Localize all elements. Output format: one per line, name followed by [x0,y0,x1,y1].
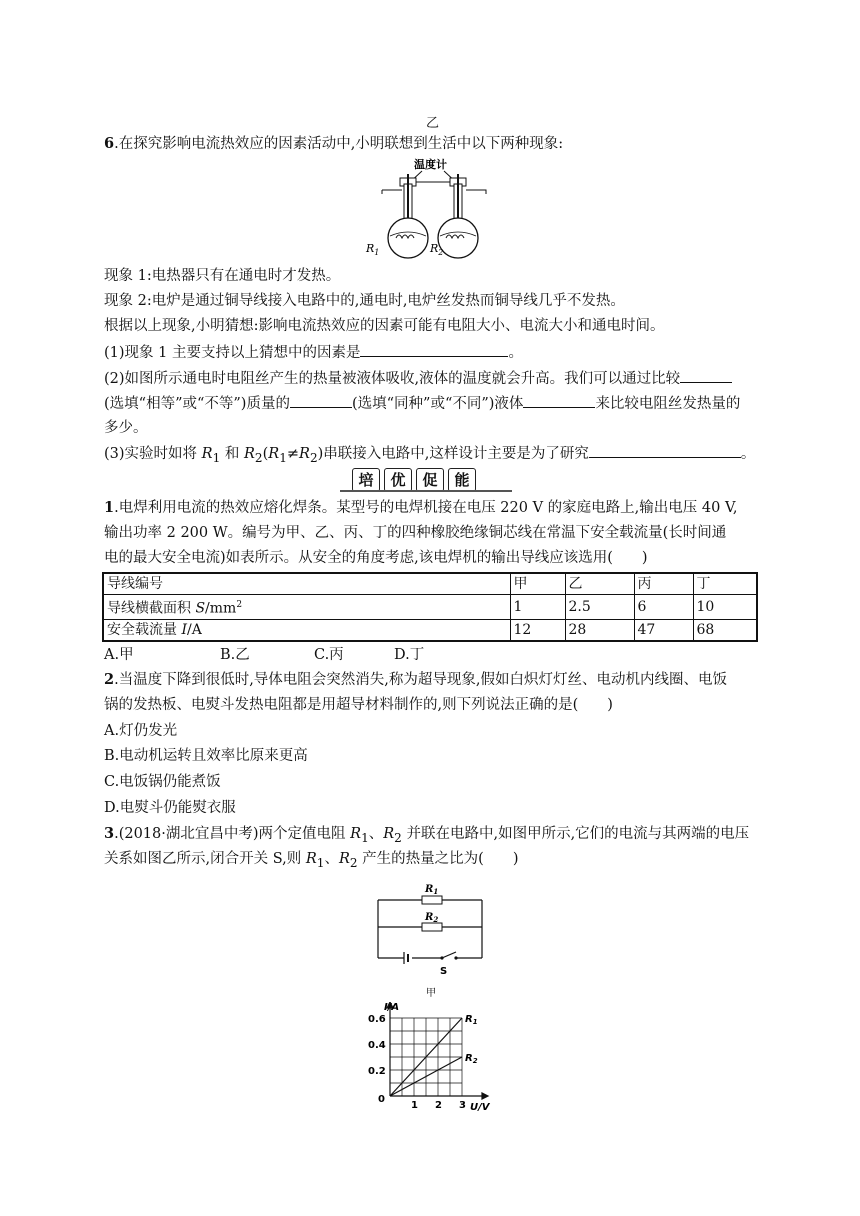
part-1-end: 。 [508,345,523,361]
sup: 2 [236,600,243,610]
banner-char: 优 [384,468,412,492]
question-1-line-1 [104,498,738,518]
r2-label: $R_2$ [430,242,444,257]
phenomenon-1: 现象 1:电热器只有在通电时才发热。 [104,268,341,284]
sub: 2 [254,450,263,465]
table-cell: 丙 [634,573,693,595]
table-cell: 28 [565,619,634,641]
question-text: 并联在电路中,如图甲所示,它们的电流与其两端的电压 [401,826,750,842]
wire-spec-table [102,572,758,642]
part-2-text-a: (选填“相等”或“不等”)质量的 [104,396,290,412]
question-1-line-2: 输出功率 2 200 W。编号为甲、乙、丙、丁的四种橡胶绝缘铜芯线在常温下安全载流量(长时间通 [104,525,727,541]
sub: 1 [212,450,221,465]
hypothesis: 根据以上现象,小明猜想:影响电流热效应的因素可能有电阻大小、电流大小和通电时间。 [104,318,665,334]
iu-graph [360,1002,500,1114]
table-cell: 2.5 [565,595,634,620]
paren: ( [262,446,269,462]
part-3-end: 。 [740,446,756,462]
question-number: 6 [104,135,115,152]
x-axis-label: U/V [470,1102,490,1113]
sub: 2 [394,830,402,845]
option-d[interactable]: D.丁 [394,647,425,663]
part-3-text-b: 和 [220,446,244,462]
table-cell: 12 [510,619,565,641]
question-number: 3 [104,825,115,842]
question-number: 2 [104,671,115,688]
answer-blank-4[interactable] [523,393,595,408]
sep: 、 [324,851,339,867]
part-2-text: (2)如图所示通电时电阻丝产生的热量被液体吸收,液体的温度就会升高。我们可以通过比较 [104,371,681,387]
table-row [103,619,757,641]
circuit-caption: 甲 [426,988,436,999]
row-label: 安全载流量 [107,621,182,638]
figure-caption-yi: 乙 [426,116,440,131]
var-s: S [195,600,206,617]
option-a[interactable]: A.甲 [104,647,134,663]
banner-char: 促 [416,468,444,492]
y-tick-label: 0.2 [368,1066,386,1077]
sub: 2 [349,855,358,870]
unit: /mm [205,600,237,617]
option-c[interactable]: C.电饭锅仍能煮饭 [104,774,221,790]
var-r: R [268,446,280,462]
question-3-line-1 [104,824,749,848]
table-row [103,573,757,595]
question-text: .当温度下降到很低时,导体电阻会突然消失,称为超导现象,假如白炽灯灯丝、电动机内线圈、电饭 [114,672,728,688]
table-cell: 47 [634,619,693,641]
table-cell: 甲 [510,573,565,595]
table-cell [103,619,510,641]
origin-label: 0 [378,1094,385,1105]
parallel-circuit-figure [370,880,490,1000]
table-cell: 导线编号 [103,573,510,595]
x-tick-label: 2 [435,1100,442,1111]
table-cell: 1 [510,595,565,620]
svg-text:R1: $R_1$ [425,884,439,896]
table-cell: 丁 [693,573,757,595]
part-1-text: (1)现象 1 主要支持以上猜想中的因素是 [104,345,361,361]
var-i: I [181,621,187,638]
table-cell: 6 [634,595,693,620]
sub: 1 [279,450,287,465]
row-label: 导线横截面积 [107,600,196,617]
answer-blank-1[interactable] [360,342,508,357]
question-3-line-2 [104,849,519,873]
sub: 2 [309,450,318,465]
table-cell: 10 [693,595,757,620]
resistor-r2 [422,923,442,931]
unit: /A [186,621,202,638]
question-6-part-2-line-1 [104,368,732,389]
var-r: R [383,826,395,842]
banner-char: 能 [448,468,476,492]
var-r: R [305,851,317,867]
var-r: R [299,446,310,462]
table-cell [103,595,510,620]
y-tick-label: 0.4 [368,1040,386,1051]
y-tick-label: 0.6 [368,1014,386,1025]
question-1-line-3: 电的最大安全电流)如表所示。从安全的角度考虑,该电焊机的输出导线应该选用( ) [104,550,648,566]
sub: 1 [316,855,325,870]
table-row [103,595,757,620]
part-2-text-b: (选填“同种”或“不同”)液体 [351,396,524,412]
option-b[interactable]: B.乙 [220,647,250,663]
answer-blank-2[interactable] [680,368,732,383]
question-text: 关系如图乙所示,闭合开关 S,则 [104,851,306,867]
var-r: R [201,446,213,462]
answer-blank-3[interactable] [290,393,352,408]
series-label-r2: $R_2$ [465,1053,478,1065]
neq: ≠ [286,446,300,462]
var-r: R [350,826,362,842]
question-6-part-1 [104,342,523,363]
question-text: 产生的热量之比为( ) [357,851,519,867]
question-2-line-1 [104,670,727,690]
answer-blank-5[interactable] [589,443,741,458]
svg-text:R2: $R_2$ [425,912,439,924]
part-2-text-c: 来比较电阻丝发热量的 [595,396,741,412]
switch-label: S [440,966,448,977]
banner-underline [340,490,512,492]
banner-char: 培 [352,468,380,492]
question-6-part-3 [104,443,755,468]
part-3-text-a: (3)实验时如将 [104,446,202,462]
flask-left [382,174,428,258]
question-text: .(2018·湖北宜昌中考)两个定值电阻 [114,826,351,842]
y-axis-label: I/A [384,1002,400,1013]
heating-flasks-figure [362,156,502,262]
sub: 1 [361,830,369,845]
resistor-r1 [422,896,442,904]
question-2-line-2: 锅的发热板、电熨斗发热电阻都是用超导材料制作的,则下列说法正确的是( ) [104,697,613,713]
series-label-r1: $R_1$ [465,1014,478,1026]
part-3-text-d: )串联接入电路中,这样设计主要是为了研究 [317,446,589,462]
section-banner [352,468,502,492]
question-number: 1 [104,499,115,516]
r1-label: $R_1$ [366,242,380,257]
option-c[interactable]: C.丙 [314,647,344,663]
phenomenon-2: 现象 2:电炉是通过铜导线接入电路中的,通电时,电炉丝发热而铜导线几乎不发热。 [104,293,625,309]
question-text: .电焊利用电流的热效应熔化焊条。某型号的电焊机接在电压 220 V 的家庭电路上,输出电压 40 V, [114,500,738,516]
var-r: R [243,446,255,462]
x-tick-label: 3 [459,1100,466,1111]
table-cell: 68 [693,619,757,641]
table-cell: 乙 [565,573,634,595]
thermometer-label: 温度计 [414,158,447,171]
question-text: .在探究影响电流热效应的因素活动中,小明联想到生活中以下两种现象: [114,136,564,152]
option-b[interactable]: B.电动机运转且效率比原来更高 [104,748,308,764]
question-6-stem [104,134,563,154]
question-6-part-2-line-2 [104,393,740,414]
option-d[interactable]: D.电熨斗仍能熨衣服 [104,800,236,816]
x-tick-label: 1 [411,1100,418,1111]
sep: 、 [368,826,384,842]
var-r: R [338,851,350,867]
x-axis-arrow [482,1093,488,1099]
question-6-part-2-line-3: 多少。 [104,420,148,436]
option-a[interactable]: A.灯仍发光 [104,723,178,739]
